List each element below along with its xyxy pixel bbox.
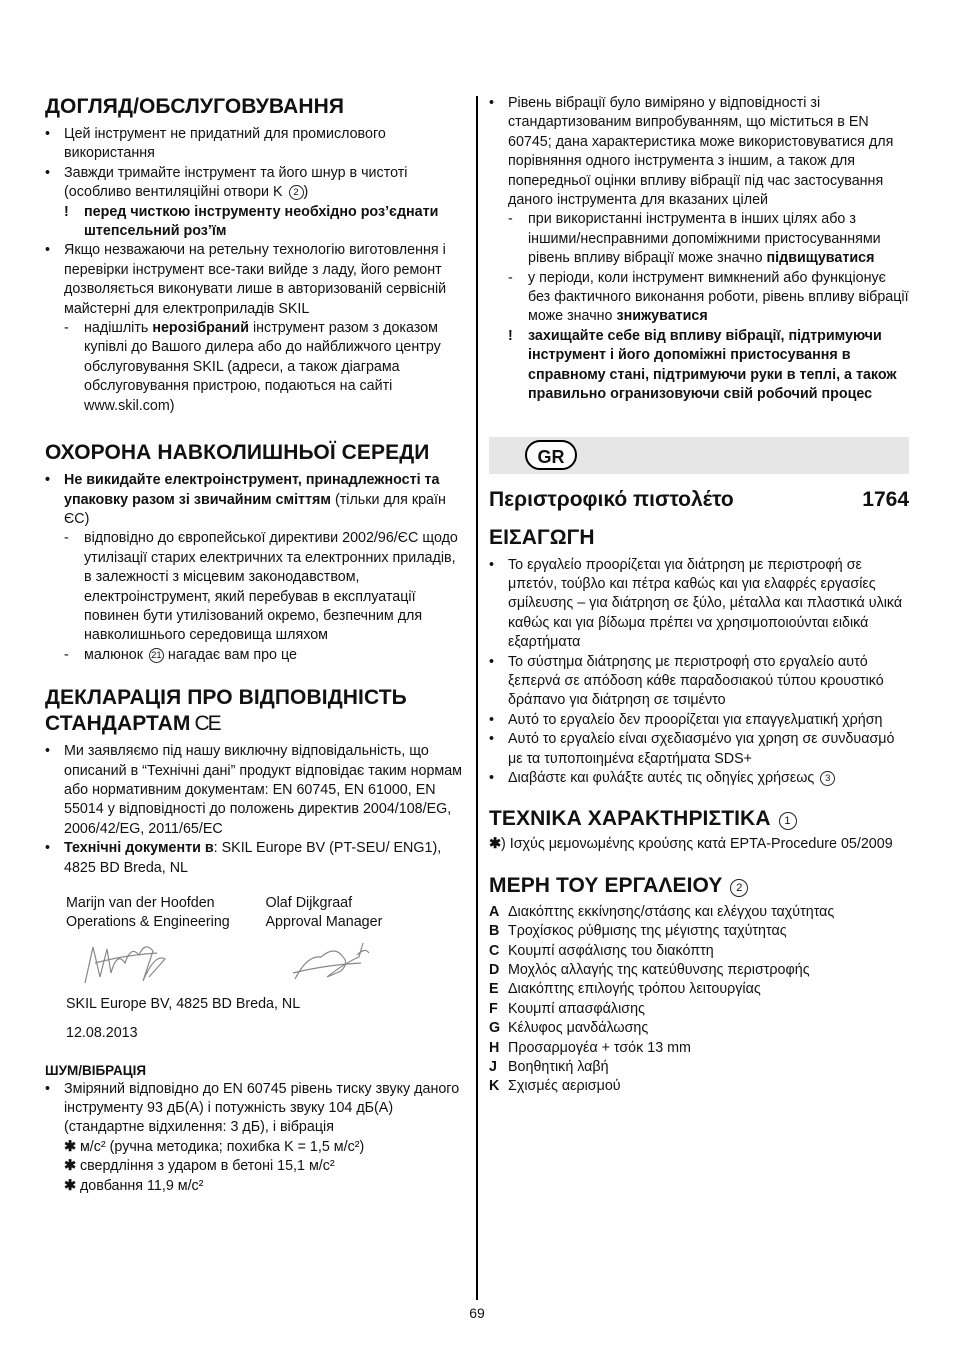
section-title-environment: ОХОРОНА НАВКОЛИШНЬОЇ СЕРЕДИ: [45, 441, 430, 465]
vibration-value: ✱ свердління з ударом в бетоні 15,1 м/с²: [64, 1158, 335, 1175]
list-item: G Κέλυφος μανδάλωσης: [489, 1020, 649, 1037]
list-item: A Διακόπτης εκκίνησης/στάσης και ελέγχου ταχύτητας: [489, 903, 835, 920]
section-title-technical-data: ΤΕΧΝΙΚΑ ΧΑΡΑΚΤΗΡΙΣΤΙΚΑ 1: [489, 806, 911, 832]
list-item: E Διακόπτης επιλογής τρόπου λειτουργίας: [489, 981, 761, 998]
bullet-item: • Ми заявляємо під нашу виключну відповідальність, що описаний в “Технічні дані” продукт відповідає таким нормам або нормативним документам: EN 60745, EN 61000, EN 55014 у відповідності до положень директив 2004/108/EG, 2006/42/EG, 2011/65/EC: [45, 743, 463, 837]
section-title-declaration: ДЕКЛАРАЦІЯ ПРО ВІДПОВІДНІСТЬ СТАНДАРТАМ CE: [45, 686, 407, 736]
vibration-value: ✱ довбання 11,9 м/с²: [64, 1177, 204, 1194]
section-title-maintenance: ДОГЛЯД/ОБСЛУГОВУВАННЯ: [45, 95, 345, 118]
right-column: [489, 94, 911, 1097]
signatories: [45, 894, 465, 933]
figure-ref: 2: [289, 185, 304, 200]
warning-item: ! захищайте себе від впливу вібрації, підтримуючи інструмент і його допоміжні пристосування в справному стані, підтримуючи руки в теплі, а також правильно огранизовуючи свій робочий процес: [508, 327, 897, 403]
bullet-item: • Αυτό το εργαλείο είναι σχεδιασμένο για χρηση σε συνδυασμό με τα τυποποιημένα εξαρτήματα SDS+: [489, 731, 895, 767]
vibration-value: ✱ м/с² (ручна методика; похибка K = 1,5 м/с²): [64, 1138, 365, 1155]
list-item: J Βοηθητική λαβή: [489, 1059, 609, 1076]
product-heading: [489, 487, 909, 513]
bullet-item: • Зміряний відповідно до EN 60745 рівень тиску звуку даного інструменту 93 дБ(A) і потужність звуку 104 дБ(A) (стандартне відхилення: 3 дБ), і вібрація: [45, 1080, 460, 1136]
list-item: D Μοχλός αλλαγής της κατεύθυνσης περιστροφής: [489, 962, 810, 978]
sub-item: - у періоди, коли інструмент вимкнений або функціонує без фактичного виконання роботи, рівень впливу вібрації може значно знижуватися: [508, 269, 909, 325]
list-item: K Σχισμές αερισμού: [489, 1078, 621, 1095]
sub-item: - при використанні інструмента в інших цілях або з іншими/несправними допоміжними пристосуваннями рівень впливу вібрації може значно підвищуватися: [508, 211, 881, 267]
language-badge: GR: [525, 440, 577, 470]
bullet-item: • Технічні документи в: SKIL Europe BV (PT-SEU/ ENG1), 4825 BD Breda, NL: [45, 840, 442, 876]
sub-item: - надішліть нерозібраний інструмент разом з доказом купівлі до Вашого дилера або до найближчого центру обслуговування SKIL (адреси, а також діаграма обслуговування пристрою, подаються на сайті www.skil.com): [64, 320, 441, 414]
list-item: F Κουμπί απασφάλισης: [489, 1000, 645, 1017]
company-address: SKIL Europe BV, 4825 BD Breda, NL: [66, 995, 301, 1012]
figure-ref: 3: [820, 771, 835, 786]
signature-image: [45, 933, 465, 995]
bullet-item: • Не викидайте електроінструмент, принадлежності та упаковку разом зі звичайним сміттям (тільки для країн ЄС): [45, 472, 446, 527]
left-column: [45, 94, 465, 1196]
warning-item: ! перед чисткою інструменту необхідно роз’єднати штепсельний роз’їм: [64, 203, 439, 240]
figure-ref: 21: [149, 648, 164, 663]
list-item: C Κουμπί ασφάλισης του διακόπτη: [489, 942, 714, 959]
bullet-item: • Διαβάστε και φυλάξτε αυτές τις οδηγίες χρήσεως 3: [489, 769, 911, 788]
bullet-item: • Завжди тримайте інструмент та його шнур в чистоті (особливо вентиляційні отвори K 2 ): [45, 164, 408, 201]
bullet-item: • Рівень вібрації було виміряно у відповідності зі стандартизованим випробуванням, що міститься в EN 60745; дана характеристика може використовуватися для порівняння одного інструмента з іншим, а також для попередньої оцінки впливу вібрації під час застосування даного інструмента для вказаних цілей: [489, 95, 894, 209]
bullet-item: • Το σύστημα διάτρησης με περιστροφή στο εργαλείο αυτό ξεπερνά σε απόδοση κάθε παραδοσιακού τύπου κρουστικό δράπανο για διάτρηση σε τσιμέντο: [489, 653, 884, 709]
date: 12.08.2013: [66, 1025, 138, 1042]
signatures: [45, 933, 465, 995]
page-number: 69: [469, 1305, 485, 1321]
language-header-bar: [489, 437, 909, 474]
ce-mark: CE: [194, 712, 220, 736]
list-item: H Προσαρμογέα + τσόκ 13 mm: [489, 1039, 691, 1056]
section-title-noise: ШУМ/ВІБРАЦІЯ: [45, 1062, 147, 1078]
section-title-parts: ΜΕΡΗ ΤΟΥ ΕΡΓΑΛΕΙΟΥ 2: [489, 873, 911, 899]
sub-item: - відповідно до європейської директиви 2002/96/ЄС щодо утилізації старих електричних та електронних приладів, в залежності з місцевим законодавством, електроінструмент, який перебував в експлуатації повинен бути утилізований окремо, безпечним для навколишнього середовища шляхом: [64, 530, 458, 644]
figure-ref: 1: [779, 812, 797, 830]
parts-list: [489, 903, 911, 1097]
figure-ref: 2: [730, 879, 748, 897]
bullet-item: • Цей інструмент не придатний для промислового використання: [45, 126, 386, 162]
product-model: 1764: [862, 487, 909, 511]
list-item: B Τροχίσκος ρύθμισης της μέγιστης ταχύτητας: [489, 923, 787, 940]
technical-note: ✱) Ισχύς μεμονωμένης κρούσης κατά EPTA-Procedure 05/2009: [489, 836, 893, 853]
column-divider: [476, 96, 478, 1300]
section-title-intro: ΕΙΣΑΓΩΓΗ: [489, 525, 595, 549]
sub-item: - малюнок 21 нагадає вам про це: [64, 646, 297, 663]
signatory-name: Marijn van der Hoofden: [66, 895, 215, 911]
bullet-item: • Якщо незважаючи на ретельну технологію виготовлення і перевірки інструмент все-таки вийде з ладу, його ремонт дозволяється виконувати лише в авторизованій сервісній майстерні для електроприладів SKIL: [45, 242, 447, 317]
signatory-role: Approval Manager: [265, 914, 383, 931]
signatory-name: Olaf Dijkgraaf: [265, 895, 353, 911]
signatory-role: Operations & Engineering: [66, 914, 230, 931]
product-name: Περιστροφικό πιστολέτο: [489, 487, 734, 511]
bullet-item: • Το εργαλείο προορίζεται για διάτρηση με περιστροφή σε μπετόν, τούβλο και πέτρα καθώς και για ελαφρές εργασίες σμίλευσης – για διάτρηση σε ξύλο, μέταλλα και πλαστικά υλικά καθώς και για βίδωμα πρέπει να χρησιμοποιούνται ειδικά εξαρτήματα: [489, 556, 903, 651]
bullet-item: • Αυτό το εργαλείο δεν προορίζεται για επαγγελματική χρήση: [489, 711, 883, 728]
